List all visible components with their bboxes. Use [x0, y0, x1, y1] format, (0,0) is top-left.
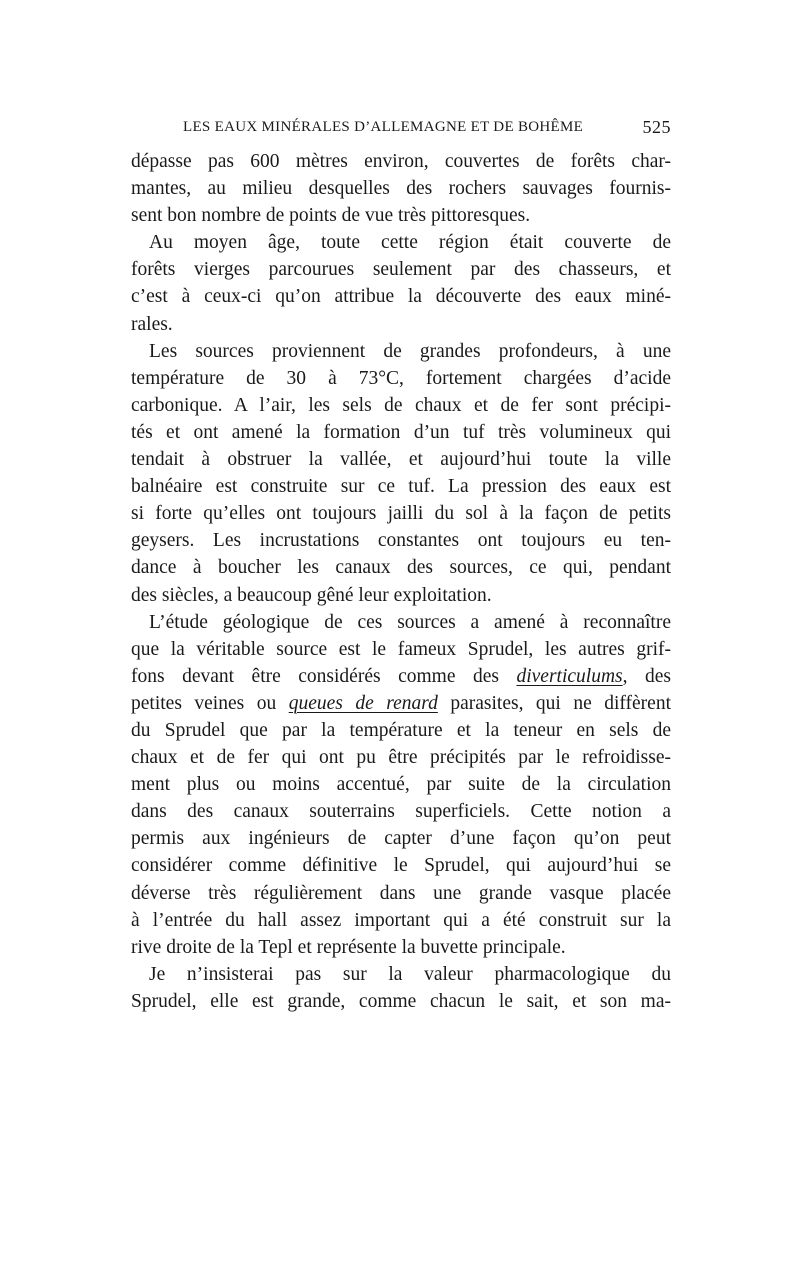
- text-line-with-italic: [131, 690, 671, 717]
- text-line: forêts vierges parcourues seulement par des chasseurs, et: [131, 259, 671, 281]
- text-line: Au moyen âge, toute cette région était couverte de: [149, 232, 671, 254]
- text-line: dépasse pas 600 mètres environ, couvertes de forêts char-: [131, 151, 671, 172]
- text-line: déverse très régulièrement dans une grande vasque placée: [131, 882, 671, 904]
- italic-term: diverticulums: [516, 665, 623, 687]
- text-line: chaux et de fer qui ont pu être précipités par le refroidisse-: [131, 747, 671, 769]
- text-line: carbonique. A l’air, les sels de chaux et de fer sont précipi-: [131, 394, 671, 416]
- text-line: dans des canaux souterrains superficiels. Cette notion a: [131, 801, 671, 823]
- italic-term: queues de renard: [288, 692, 438, 714]
- text-line: permis aux ingénieurs de capter d’une façon qu’on peut: [131, 828, 671, 850]
- text-line: rales.: [131, 313, 173, 335]
- text-segment: , des: [622, 665, 671, 687]
- text-line: Je n’insisterai pas sur la valeur pharmacologique du: [149, 963, 671, 985]
- text-line: que la véritable source est le fameux Sprudel, les autres grif-: [131, 638, 671, 660]
- text-line: des siècles, a beaucoup gêné leur exploitation.: [131, 584, 492, 606]
- text-line-with-italic: [131, 663, 671, 690]
- text-line: température de 30 à 73°C, fortement chargées d’acide: [131, 367, 671, 389]
- running-header: [183, 119, 671, 141]
- text-line: L’étude géologique de ces sources a amené à reconnaître: [149, 611, 671, 633]
- text-line: balnéaire est construite sur ce tuf. La pression des eaux est: [131, 476, 671, 498]
- text-line: dance à boucher les canaux des sources, ce qui, pendant: [131, 557, 671, 579]
- text-line: c’est à ceux-ci qu’on attribue la découverte des eaux miné-: [131, 286, 671, 308]
- text-line: rive droite de la Tepl et représente la buvette principale.: [131, 936, 566, 958]
- text-line: tendait à obstruer la vallée, et aujourd’hui toute la ville: [131, 449, 671, 471]
- text-segment: parasites, qui ne diffèrent: [437, 692, 671, 714]
- body-text: [131, 148, 671, 1015]
- text-line: geysers. Les incrustations constantes ont toujours eu ten-: [131, 530, 671, 552]
- text-segment: fons devant être considérés comme des: [131, 665, 517, 687]
- text-line: à l’entrée du hall assez important qui a été construit sur la: [131, 909, 671, 931]
- text-line: Sprudel, elle est grande, comme chacun le sait, et son ma-: [131, 990, 671, 1012]
- running-header-title: LES EAUX MINÉRALES D’ALLEMAGNE ET DE BOHÊME: [183, 119, 584, 135]
- text-line: sent bon nombre de points de vue très pittoresques.: [131, 205, 531, 227]
- page-number: 525: [642, 117, 671, 137]
- text-segment: petites veines ou: [131, 692, 289, 714]
- text-line: si forte qu’elles ont toujours jailli du sol à la façon de petits: [131, 503, 671, 525]
- text-line: du Sprudel que par la température et la teneur en sels de: [131, 719, 671, 741]
- text-line: tés et ont amené la formation d’un tuf très volumineux qui: [131, 421, 671, 443]
- text-line: considérer comme définitive le Sprudel, qui aujourd’hui se: [131, 855, 671, 877]
- text-line: mantes, au milieu desquelles des rochers sauvages fournis-: [131, 178, 671, 200]
- text-line: ment plus ou moins accentué, par suite de la circulation: [131, 774, 671, 796]
- text-line: Les sources proviennent de grandes profondeurs, à une: [149, 340, 671, 362]
